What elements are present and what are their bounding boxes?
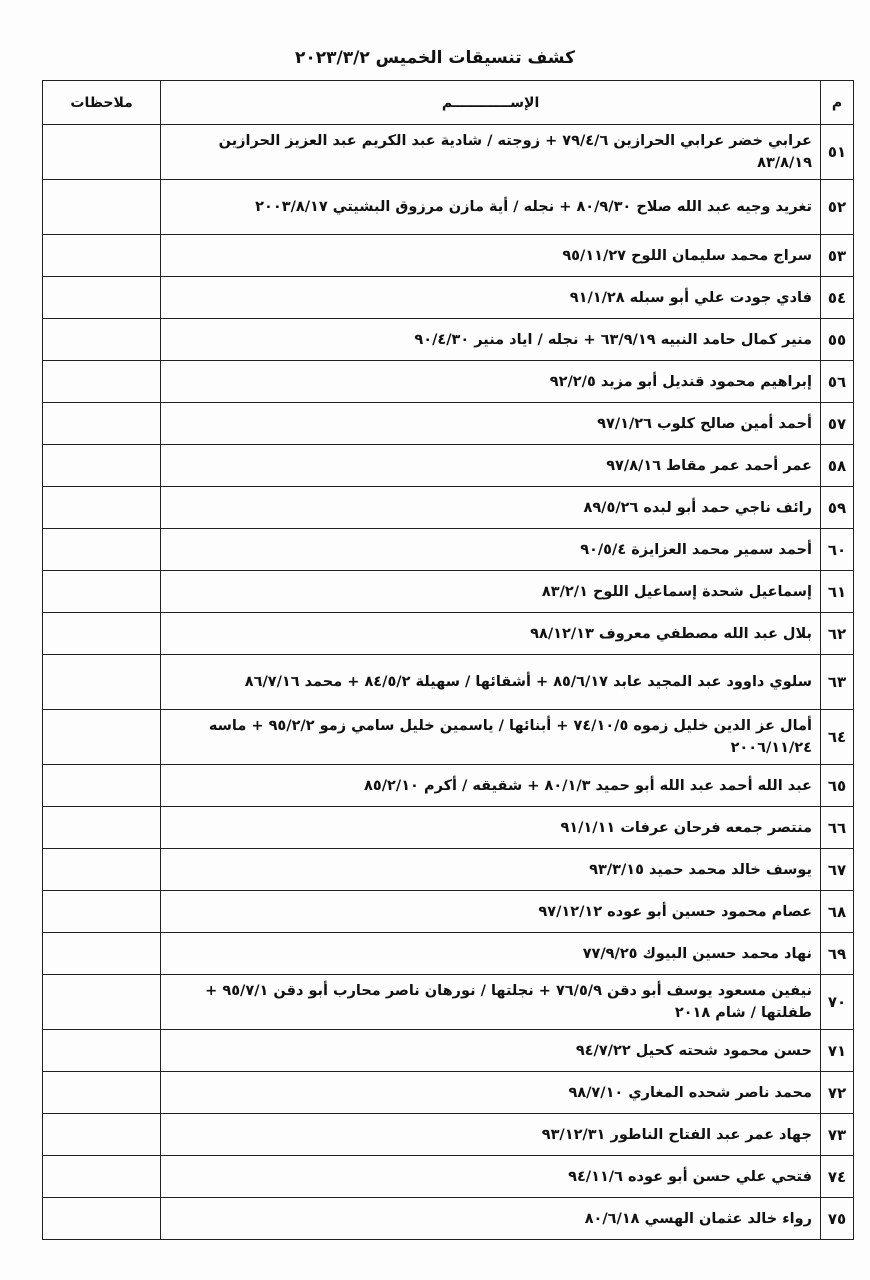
row-notes	[43, 975, 161, 1030]
table-row	[43, 1198, 854, 1240]
table-row	[43, 807, 854, 849]
row-name: سلوي داوود عبد المجيد عابد ٨٥/٦/١٧ + أشقائها / سهيلة ٨٤/٥/٢ + محمد ٨٦/٧/١٦	[161, 655, 821, 710]
table-row	[43, 655, 854, 710]
row-notes	[43, 849, 161, 891]
row-name: يوسف خالد محمد حميد ٩٣/٣/١٥	[161, 849, 821, 891]
row-name: نيفين مسعود يوسف أبو دقن ٧٦/٥/٩ + نجلتها / نورهان ناصر محارب أبو دقن ٩٥/٧/١ + طفلتها / شام ٢٠١٨	[161, 975, 821, 1030]
header-num: م	[820, 81, 853, 125]
row-name: تغريد وجيه عبد الله صلاح ٨٠/٩/٣٠ + نجله / أية مازن مرزوق البشيتي ٢٠٠٣/٨/١٧	[161, 180, 821, 235]
row-num: ٥٩	[820, 487, 853, 529]
row-num: ٦٢	[820, 613, 853, 655]
row-notes	[43, 487, 161, 529]
row-notes	[43, 1114, 161, 1156]
row-notes	[43, 1156, 161, 1198]
row-num: ٥٤	[820, 277, 853, 319]
row-name: حسن محمود شحته كحيل ٩٤/٧/٢٢	[161, 1030, 821, 1072]
table-row	[43, 445, 854, 487]
row-notes	[43, 1030, 161, 1072]
row-num: ٦٦	[820, 807, 853, 849]
row-name: إبراهيم محمود قنديل أبو مزيد ٩٢/٢/٥	[161, 361, 821, 403]
row-notes	[43, 1198, 161, 1240]
table-row	[43, 933, 854, 975]
table-row	[43, 125, 854, 180]
row-notes	[43, 319, 161, 361]
row-notes	[43, 180, 161, 235]
row-name: رائف ناجي حمد أبو لبده ٨٩/٥/٢٦	[161, 487, 821, 529]
row-notes	[43, 529, 161, 571]
table-row	[43, 277, 854, 319]
table-row	[43, 403, 854, 445]
row-name: محمد ناصر شحده المغاري ٩٨/٧/١٠	[161, 1072, 821, 1114]
row-num: ٥١	[820, 125, 853, 180]
row-num: ٦٣	[820, 655, 853, 710]
row-notes	[43, 891, 161, 933]
table-row	[43, 361, 854, 403]
row-name: فادي جودت علي أبو سبله ٩١/١/٢٨	[161, 277, 821, 319]
table-row	[43, 975, 854, 1030]
row-name: رواء خالد عثمان الهسي ٨٠/٦/١٨	[161, 1198, 821, 1240]
row-num: ٦٠	[820, 529, 853, 571]
row-num: ٥٣	[820, 235, 853, 277]
row-name: عمر أحمد عمر مقاط ٩٧/٨/١٦	[161, 445, 821, 487]
row-notes	[43, 125, 161, 180]
table-row	[43, 571, 854, 613]
row-num: ٧٤	[820, 1156, 853, 1198]
row-name: جهاد عمر عبد الفتاح الناطور ٩٣/١٢/٣١	[161, 1114, 821, 1156]
table-header-row	[43, 81, 854, 125]
row-notes	[43, 235, 161, 277]
row-notes	[43, 655, 161, 710]
row-num: ٥٥	[820, 319, 853, 361]
table-row	[43, 849, 854, 891]
row-num: ٧٠	[820, 975, 853, 1030]
row-name: إسماعيل شحدة إسماعيل اللوح ٨٣/٢/١	[161, 571, 821, 613]
table-row	[43, 1072, 854, 1114]
row-notes	[43, 445, 161, 487]
row-name: منير كمال حامد النبيه ٦٣/٩/١٩ + نجله / اياد منير ٩٠/٤/٣٠	[161, 319, 821, 361]
row-num: ٥٦	[820, 361, 853, 403]
header-name: الإســــــــــــم	[161, 81, 821, 125]
row-notes	[43, 403, 161, 445]
row-notes	[43, 277, 161, 319]
row-name: أحمد أمين صالح كلوب ٩٧/١/٢٦	[161, 403, 821, 445]
roster-table	[42, 80, 854, 1240]
row-num: ٦٧	[820, 849, 853, 891]
table-row	[43, 487, 854, 529]
row-name: عبد الله أحمد عبد الله أبو حميد ٨٠/١/٣ + شقيقه / أكرم ٨٥/٢/١٠	[161, 765, 821, 807]
row-num: ٧٣	[820, 1114, 853, 1156]
row-name: بلال عبد الله مصطفي معروف ٩٨/١٢/١٣	[161, 613, 821, 655]
row-notes	[43, 933, 161, 975]
table-row	[43, 529, 854, 571]
row-num: ٧١	[820, 1030, 853, 1072]
row-name: أحمد سمير محمد العزايزة ٩٠/٥/٤	[161, 529, 821, 571]
row-notes	[43, 361, 161, 403]
table-row	[43, 319, 854, 361]
row-num: ٧٢	[820, 1072, 853, 1114]
row-name: عصام محمود حسين أبو عوده ٩٧/١٢/١٢	[161, 891, 821, 933]
row-name: نهاد محمد حسين البيوك ٧٧/٩/٢٥	[161, 933, 821, 975]
row-num: ٥٨	[820, 445, 853, 487]
row-name: منتصر جمعه فرحان عرفات ٩١/١/١١	[161, 807, 821, 849]
row-num: ٥٧	[820, 403, 853, 445]
row-num: ٧٥	[820, 1198, 853, 1240]
table-row	[43, 765, 854, 807]
row-notes	[43, 613, 161, 655]
row-notes	[43, 571, 161, 613]
row-num: ٦٩	[820, 933, 853, 975]
header-notes: ملاحظات	[43, 81, 161, 125]
table-row	[43, 235, 854, 277]
row-notes	[43, 807, 161, 849]
table-row	[43, 1114, 854, 1156]
row-name: سراج محمد سليمان اللوح ٩٥/١١/٢٧	[161, 235, 821, 277]
row-notes	[43, 765, 161, 807]
page-title: كشف تنسيقات الخميس ٢٠٢٣/٣/٢	[295, 48, 575, 68]
table-row	[43, 180, 854, 235]
row-num: ٦٤	[820, 710, 853, 765]
table-row	[43, 613, 854, 655]
table-row	[43, 891, 854, 933]
table-row	[43, 710, 854, 765]
row-num: ٦٥	[820, 765, 853, 807]
row-num: ٦٨	[820, 891, 853, 933]
row-name: أمال عز الدين خليل زموه ٧٤/١٠/٥ + أبنائها / ياسمين خليل سامي زمو ٩٥/٢/٢ + ماسه ٢٠٠٦/١١/٢٤	[161, 710, 821, 765]
row-name: عرابي خضر عرابي الحرازين ٧٩/٤/٦ + زوجته / شادية عبد الكريم عبد العزيز الحرازين ٨٣/٨/١٩	[161, 125, 821, 180]
table-row	[43, 1156, 854, 1198]
table-row	[43, 1030, 854, 1072]
row-num: ٥٢	[820, 180, 853, 235]
row-name: فتحي علي حسن أبو عوده ٩٤/١١/٦	[161, 1156, 821, 1198]
row-notes	[43, 710, 161, 765]
row-notes	[43, 1072, 161, 1114]
row-num: ٦١	[820, 571, 853, 613]
